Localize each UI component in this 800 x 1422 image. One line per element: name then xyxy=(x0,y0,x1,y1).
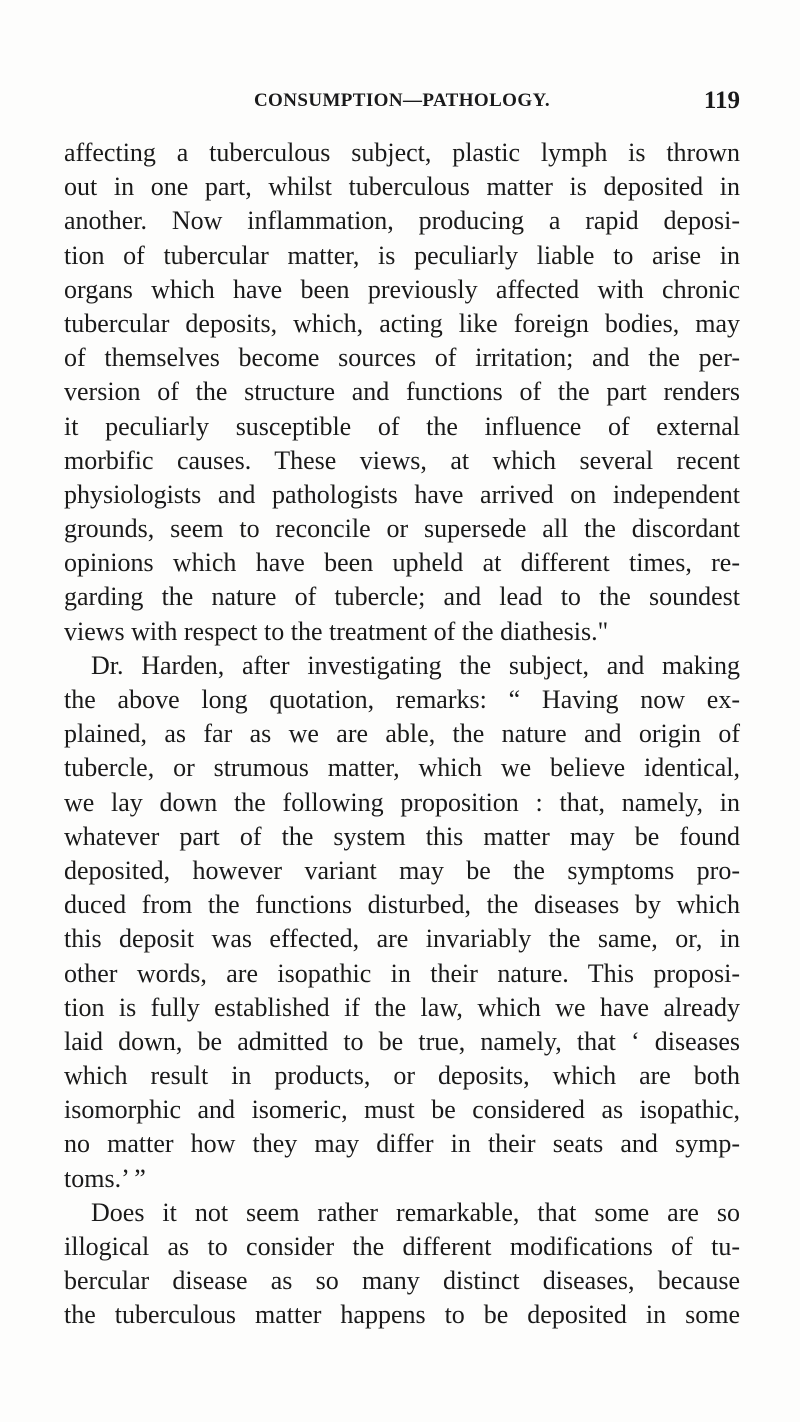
text-line: tubercular deposits, which, acting like foreign bodies, may xyxy=(64,308,740,338)
text-line: illogical as to consider the different modifications of tu- xyxy=(64,1232,740,1261)
text-line: garding the nature of tubercle; and lead to the soundest xyxy=(64,582,740,612)
text-line: tubercle, or strumous matter, which we believe identical, xyxy=(64,753,740,783)
text-line: plained, as far as we are able, the nature and origin of xyxy=(64,719,740,749)
text-line: whatever part of the system this matter may be found xyxy=(64,821,740,851)
text-line: laid down, be admitted to be true, namely, that ‘ diseases xyxy=(64,1026,740,1056)
text-line: organs which have been previously affected with chronic xyxy=(64,274,740,304)
running-title: CONSUMPTION—PATHOLOGY. xyxy=(253,90,551,111)
text-line: no matter how they may differ in their seats and symp- xyxy=(64,1129,740,1159)
text-line: tion of tubercular matter, is peculiarly liable to arise in xyxy=(64,240,740,270)
text-line: isomorphic and isomeric, must be considered as isopathic, xyxy=(64,1095,740,1125)
text-line: physiologists and pathologists have arrived on independent xyxy=(64,479,740,509)
running-head xyxy=(64,87,740,120)
text-line: version of the structure and functions of the part renders xyxy=(64,377,740,407)
text-line: another. Now inflammation, producing a rapid deposi- xyxy=(64,206,740,236)
text-line: Dr. Harden, after investigating the subject, and making xyxy=(91,650,740,680)
text-line: the above long quotation, remarks: “ Having now ex- xyxy=(64,685,740,714)
text-line: we lay down the following proposition : that, namely, in xyxy=(64,787,740,817)
text-line: opinions which have been upheld at different times, re- xyxy=(64,548,740,578)
text-line: toms.’ ” xyxy=(64,1163,146,1193)
text-line: other words, are isopathic in their nature. This proposi- xyxy=(64,958,740,988)
text-line: which result in products, or deposits, which are both xyxy=(64,1061,740,1091)
text-line: out in one part, whilst tuberculous matter is deposited in xyxy=(64,172,740,202)
text-line: affecting a tuberculous subject, plastic lymph is thrown xyxy=(64,138,740,167)
body-text xyxy=(64,136,740,1333)
text-line: this deposit was effected, are invariably the same, or, in xyxy=(64,924,740,954)
text-line: the tuberculous matter happens to be deposited in some xyxy=(64,1300,740,1330)
text-line: tion is fully established if the law, which we have already xyxy=(64,992,740,1022)
text-line: deposited, however variant may be the symptoms pro- xyxy=(64,855,740,885)
text-line: duced from the functions disturbed, the diseases by which xyxy=(64,890,740,920)
text-line: bercular disease as so many distinct diseases, because xyxy=(64,1266,740,1296)
text-line: morbific causes. These views, at which several recent xyxy=(64,445,740,475)
text-line: it peculiarly susceptible of the influence of external xyxy=(64,411,740,441)
page-number: 119 xyxy=(703,87,740,114)
text-line: Does it not seem rather remarkable, that some are so xyxy=(91,1197,740,1227)
text-line: views with respect to the treatment of the diathesis." xyxy=(64,616,609,646)
text-line: grounds, seem to reconcile or supersede all the discordant xyxy=(64,514,740,544)
text-line: of themselves become sources of irritation; and the per- xyxy=(64,343,740,373)
